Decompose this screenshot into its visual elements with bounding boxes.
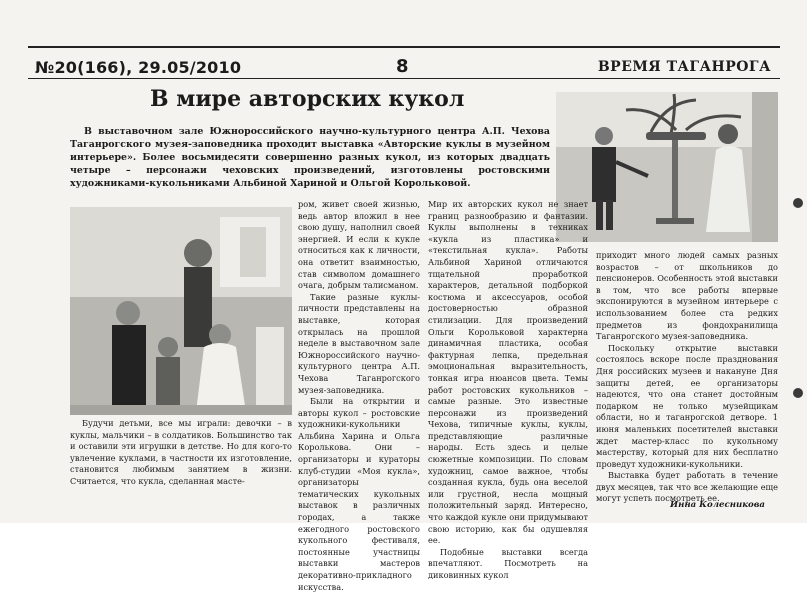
column-3-paragraph-1: Мир их авторских кукол не знает границ разнообразию и фантазии. Куклы выполнены в техниках «кукла из пластика» и «текстильная кукла». Работы Альбиной Хариной отличаются тщательной проработкой характеров, детальной подборкой костюма и аксессуаров, особой достоверностью образной стилизации. Для произведений Ольги Корольковой характерна динамичная пластика, особая фактурная лепка, предельная эмоциональная выразительность, тонкая игра нюансов цвета. Темы работ ростовских кукольников – самые разные. Это известные персонажи из произведений Чехова, типичные куклы, куклы, представляющие различные народы. Есть здесь и целые сюжетные композиции. По словам художниц, самое важное, чтобы созданная кукла, будь она веселой или грустной, несла мощный положительный заряд. Интересно, что каждой кукле они придумывают свою историю, как бы одушевляя ее. [428,199,588,546]
column-2-paragraph-3: Были на открытии и авторы кукол – ростовские художники-кукольники Альбина Харина и Ольга Королькова. Они – организаторы и кураторы клуб-студии «Моя кукла», организаторы тематических кукольных выставок в различных городах, а также ежегодного ростовского кукольного фестиваля, постоянные участницы выставки мастеров декоративно-прикладного искусства. [298,396,420,592]
article-column-4 [596,250,778,504]
column-2-paragraph-1: ром, живет своей жизнью, ведь автор вложил в нее свою душу, наполнил своей энергией. И если к кукле относиться как к личности, она ответит взаимностью, став символом домашнего очага, добрым талисманом. [298,199,420,291]
author-signature: Инна Колесникова [669,500,765,510]
column-4-paragraph-3: Выставка будет работать в течение двух месяцев, так что все желающие еще могут успеть посмотреть ее. [596,470,778,504]
column-4-paragraph-1: приходит много людей самых разных возрастов – от школьников до пенсионеров. Особенность этой выставки в том, что все работы впервые экспонируются в музейном интерьере с использованием более ста редких предметов из фондохранилища Таганрогского музея-заповедника. [596,250,778,342]
column-4-paragraph-2: Поскольку открытие выставки состоялось вскоре после празднования Дня российских музеев и накануне Дня защиты детей, ее организаторы надеются, что она станет достойным подарком не только музейщикам области, но и таганрогской детворе. 1 июня маленьких посетителей выставки ждет мастер-класс по кукольному мастерству, который для них бесплатно проведут художники-кукольники. [596,342,778,469]
header-rule-bottom [28,78,780,79]
header-rule-top [28,46,780,48]
article-column-1 [70,418,292,518]
column-3-paragraph-2: Подобные выставки всегда впечатляют. Посмотреть на диковинных кукол [428,546,588,580]
dolls-couple-photo [556,92,778,242]
article-lead: В выставочном зале Южнороссийского научно-культурного центра А.П. Чехова Таганрогского музея-заповедника проходит выставка «Авторские куклы в музейном интерьере». Более восьмидесяти совершенно разных кукол, из которых двадцать четыре – персонажи чеховских произведений, изготовлены ростовскими художниками-кукольниками Альбиной Хариной и Ольгой Корольковой. [70,126,550,189]
newspaper-title: ВРЕМЯ ТАГАНРОГА [597,59,771,75]
binder-hole-mark [793,198,803,208]
article-column-3 [428,199,588,580]
dolls-group-photo [70,207,292,415]
page-number: 8 [396,56,409,77]
column-1-text: Будучи детьми, все мы играли: девочки – в куклы, мальчики – в солдатиков. Большинство так и оставили эти игрушки в детстве. Но для кого-то увлечение куклами, в частности их изготовление, становится любимым занятием в жизни. Считается, что кукла, сделанная масте- [70,418,292,486]
article-headline: В мире авторских кукол [150,86,465,112]
issue-number-date: №20(166), 29.05/2010 [35,58,242,77]
binder-hole-mark [793,388,803,398]
article-column-2 [298,199,420,592]
column-2-paragraph-2: Такие разные куклы-личности представлены на выставке, которая открылась на прошлой неделе в выставочном зале Южнороссийского научно-культурного центра А.П. Чехова Таганрогского музея-заповедника. [298,291,420,395]
